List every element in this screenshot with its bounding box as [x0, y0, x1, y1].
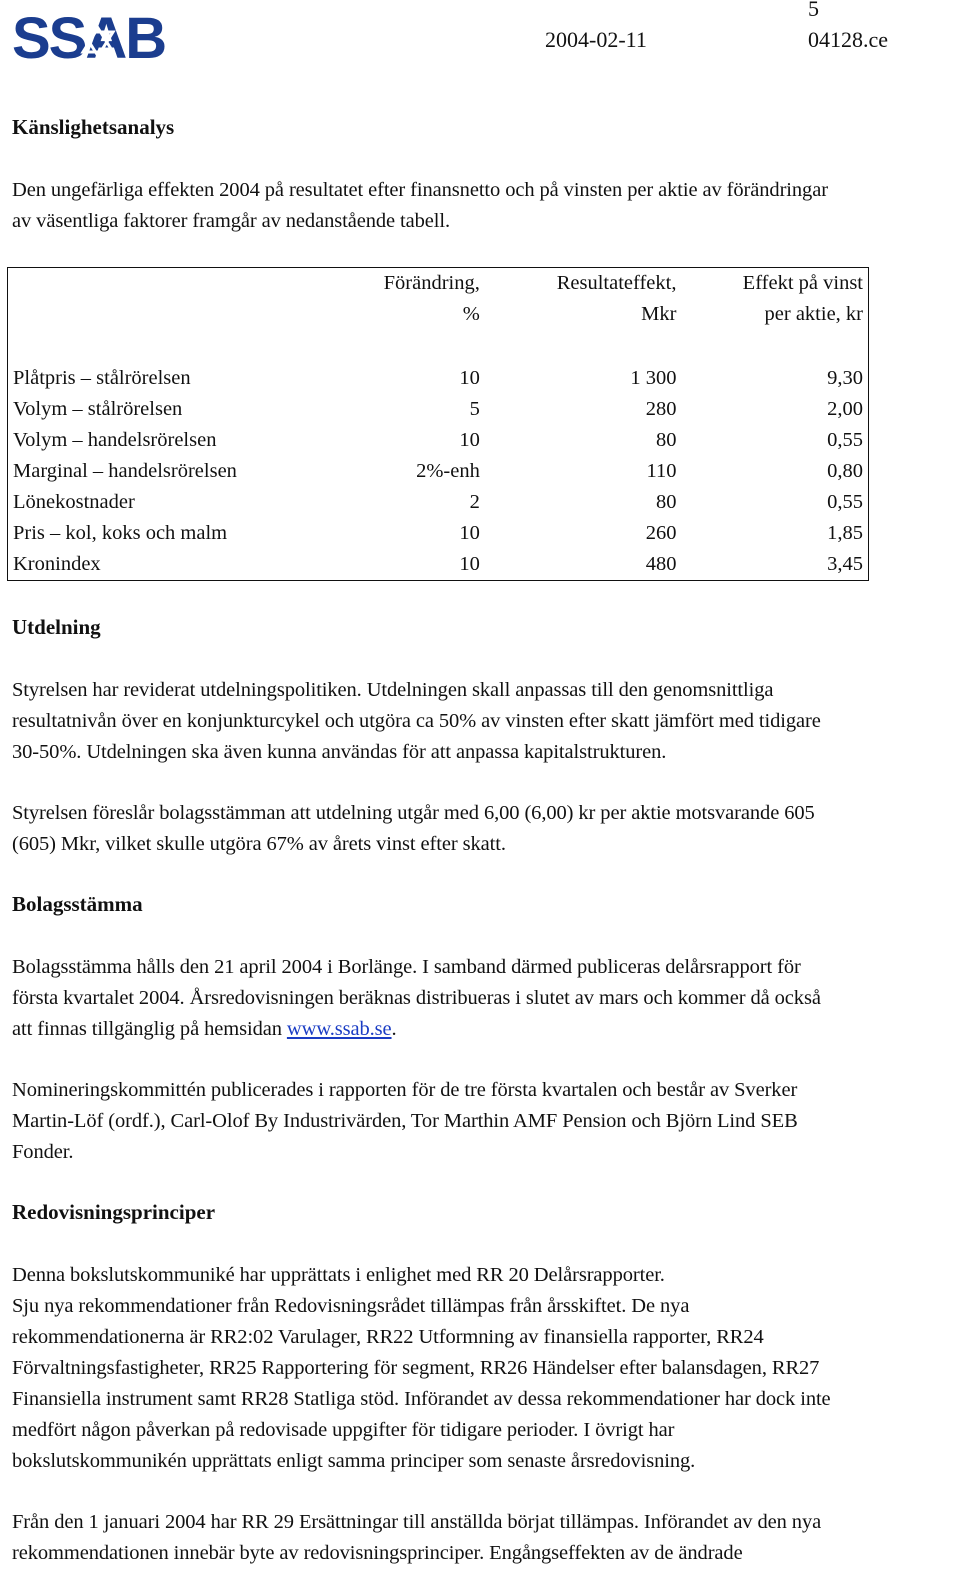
- accounting-paragraph-1: Denna bokslutskommuniké har upprättats i enlighet med RR 20 Delårsrapporter. Sju nya rekommendationer från Redovisningsrådet tillämpas från årsskiftet. De nya rekommendationerna är RR2:02 Varulager, RR22 Utformning av finansiella rapporter, RR24 Förvaltningsfastigheter, RR25 Rapportering för segment, RR26 Händelser efter balansdagen, RR27 Finansiella instrument samt RR28 Statliga stöd. Införandet av dessa rekommendationer har dock inte medfört någon påverkan på redovisade uppgifter för tidigare perioder. I övrigt har bokslutskommunikén upprättats enligt samma principer som senaste årsredovisning.: [12, 1264, 831, 1472]
- table-row: Plåtpris – stålrörelsen 10 1 300 9,30: [13, 367, 863, 389]
- table-header-row: [8, 299, 869, 330]
- table-row: Volym – handelsrörelsen 10 80 0,55: [13, 429, 863, 451]
- header-change: Förändring,: [383, 272, 480, 294]
- header-change-unit: %: [462, 303, 480, 325]
- document-id: 04128.ce: [808, 27, 889, 52]
- header-eps-unit: per aktie, kr: [764, 303, 863, 325]
- sensitivity-intro: Den ungefärliga effekten 2004 på resultatet efter finansnetto och på vinsten per aktie av förändringar av väsentliga faktorer framgår av nedanstående tabell.: [12, 179, 828, 232]
- table-row: Lönekostnader 2 80 0,55: [13, 491, 863, 513]
- section-heading-accounting: Redovisningsprinciper: [12, 1200, 216, 1224]
- sensitivity-table: [7, 267, 869, 581]
- section-heading-dividend: Utdelning: [12, 615, 101, 639]
- table-header-row: [8, 268, 869, 300]
- table-row: Volym – stålrörelsen 5 280 2,00: [13, 398, 863, 420]
- logo-text: SSAB: [12, 6, 166, 64]
- dividend-paragraph-2: Styrelsen föreslår bolagsstämman att utdelning utgår med 6,00 (6,00) kr per aktie motsvarande 605 (605) Mkr, vilket skulle utgöra 67% av årets vinst efter skatt.: [12, 802, 815, 855]
- page-number: 5: [808, 0, 819, 21]
- header-eps-effect: Effekt på vinst: [742, 272, 863, 294]
- table-row: Pris – kol, koks och malm 10 260 1,85: [13, 522, 863, 544]
- header-result-effect: Resultateffekt,: [556, 272, 677, 294]
- ssab-website-link[interactable]: www.ssab.se: [286, 1018, 392, 1040]
- ssab-logo: [12, 6, 180, 64]
- section-heading-sensitivity: Känslighetsanalys: [12, 115, 175, 139]
- dividend-paragraph-1: Styrelsen har reviderat utdelningspolitiken. Utdelningen skall anpassas till den genomsnittliga resultatnivån över en konjunkturcykel och utgöra ca 50% av vinsten efter skatt jämfört med tidigare 30-50%. Utdelningen ska även kunna användas för att anpassa kapitalstrukturen.: [12, 679, 821, 763]
- document-date: 2004-02-11: [545, 27, 647, 52]
- agm-paragraph-2: Nomineringskommittén publicerades i rapporten för de tre första kvartalen och består av Sverker Martin-Löf (ordf.), Carl-Olof By Industrivärden, Tor Marthin AMF Pension och Björn Lind SEB Fonder.: [12, 1079, 798, 1163]
- agm-paragraph-1: Bolagsstämma hålls den 21 april 2004 i Borlänge. I samband därmed publiceras delårsrapport för första kvartalet 2004. Årsredovisningen beräknas distribueras i slutet av mars och kommer då också att finnas tillgänglig på hemsidan www.ssab.se.: [12, 956, 821, 1040]
- accounting-paragraph-2: Från den 1 januari 2004 har RR 29 Ersättningar till anställda börjat tillämpas. Införandet av den nya rekommendationen innebär byte av redovisningsprinciper. Engångseffekten av de ändrade: [12, 1511, 822, 1564]
- header-result-unit: Mkr: [641, 303, 677, 325]
- table-row: Marginal – handelsrörelsen 2%-enh 110 0,80: [13, 460, 863, 482]
- section-heading-agm: Bolagsstämma: [12, 892, 143, 916]
- table-row: Kronindex 10 480 3,45: [13, 553, 863, 575]
